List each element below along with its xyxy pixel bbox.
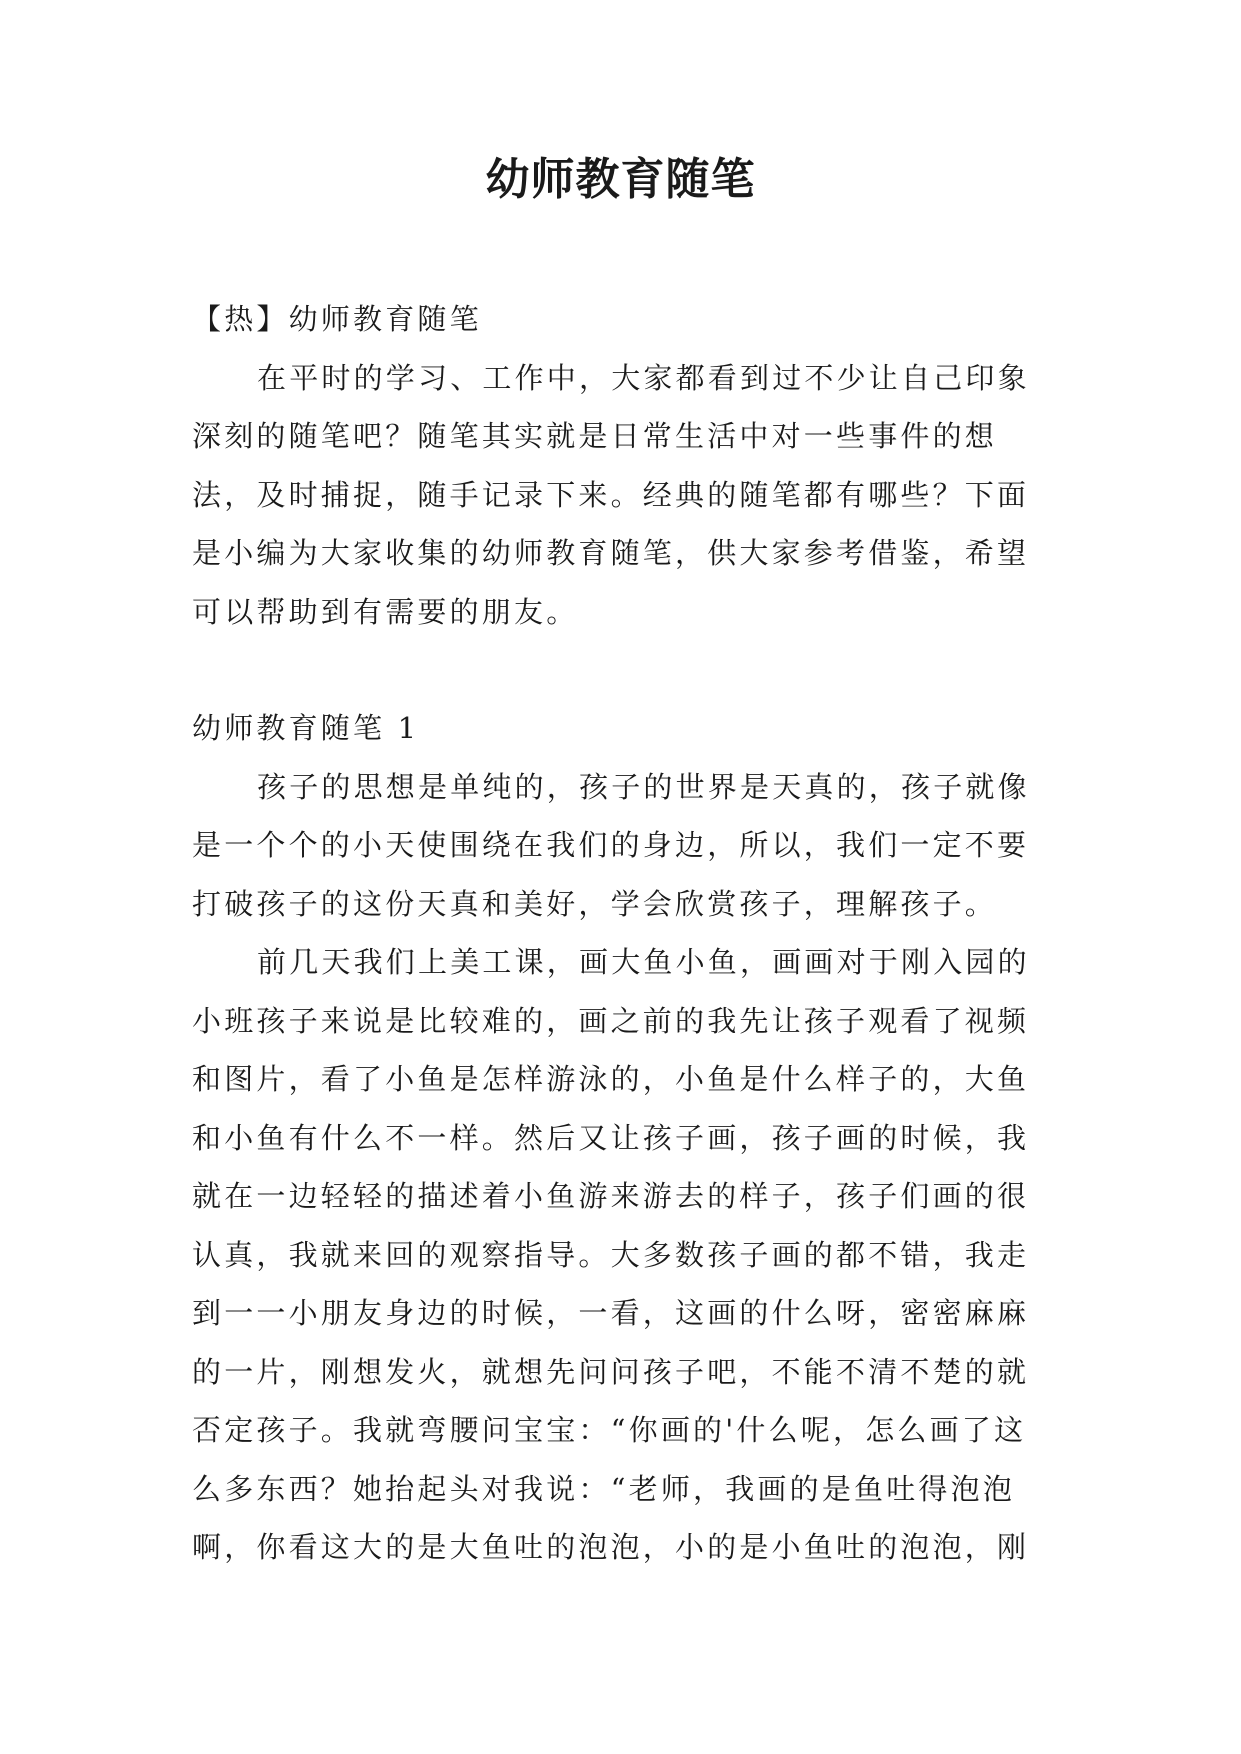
paragraph-line: 否定孩子。我就弯腰问宝宝：“你画的'什么呢，怎么画了这	[192, 1413, 1027, 1447]
paragraph-line: 打破孩子的这份天真和美好，学会欣赏孩子，理解孩子。	[192, 886, 998, 921]
paragraph-line: 在平时的学习、工作中，大家都看到过不少让自己印象	[257, 360, 1030, 395]
paragraph-line: 和图片，看了小鱼是怎样游泳的，小鱼是什么样子的，大鱼	[192, 1062, 1030, 1096]
paragraph-line: 法，及时捕捉，随手记录下来。经典的随笔都有哪些？下面	[192, 477, 1030, 512]
paragraph-line: 啊，你看这大的是大鱼吐的泡泡，小的是小鱼吐的泡泡，刚	[192, 1530, 1030, 1564]
paragraph-line: 孩子的思想是单纯的，孩子的世界是天真的，孩子就像	[257, 769, 1030, 804]
paragraph-line: 认真，我就来回的观察指导。大多数孩子画的都不错，我走	[192, 1237, 1030, 1272]
document-body	[192, 290, 1052, 1577]
intro-paragraph	[192, 349, 1052, 642]
paragraph-line: 就在一边轻轻的描述着小鱼游来游去的样子，孩子们画的很	[192, 1179, 1030, 1213]
body-paragraph-1	[192, 758, 1052, 934]
paragraph-line: 是一个个的小天使围绕在我们的身边，所以，我们一定不要	[192, 828, 1030, 862]
paragraph-line: 和小鱼有什么不一样。然后又让孩子画，孩子画的时候，我	[192, 1120, 1030, 1155]
paragraph-line: 深刻的随笔吧？随笔其实就是日常生活中对一些事件的想	[192, 419, 998, 453]
paragraph-line: 到一一小朋友身边的时候，一看，这画的什么呀，密密麻麻	[192, 1296, 1030, 1330]
paragraph-line: 是小编为大家收集的幼师教育随笔，供大家参考借鉴，希望	[192, 536, 1030, 570]
section-heading: 幼师教育随笔 1	[192, 711, 420, 745]
paragraph-line: 前几天我们上美工课，画大鱼小鱼，画画对于刚入园的	[257, 945, 1030, 979]
paragraph-line: 小班孩子来说是比较难的，画之前的我先让孩子观看了视频	[192, 1003, 1030, 1038]
subtitle: 【热】幼师教育随笔	[192, 302, 482, 336]
document-title: 幼师教育随笔	[485, 154, 756, 205]
spacer	[192, 641, 1052, 699]
paragraph-line: 可以帮助到有需要的朋友。	[192, 594, 579, 629]
paragraph-line: 的一片，刚想发火，就想先问问孩子吧，不能不清不楚的就	[192, 1354, 1030, 1389]
body-paragraph-2	[192, 933, 1052, 1577]
paragraph-line: 么多东西？她抬起头对我说：“老师，我画的是鱼吐得泡泡	[192, 1471, 1016, 1506]
